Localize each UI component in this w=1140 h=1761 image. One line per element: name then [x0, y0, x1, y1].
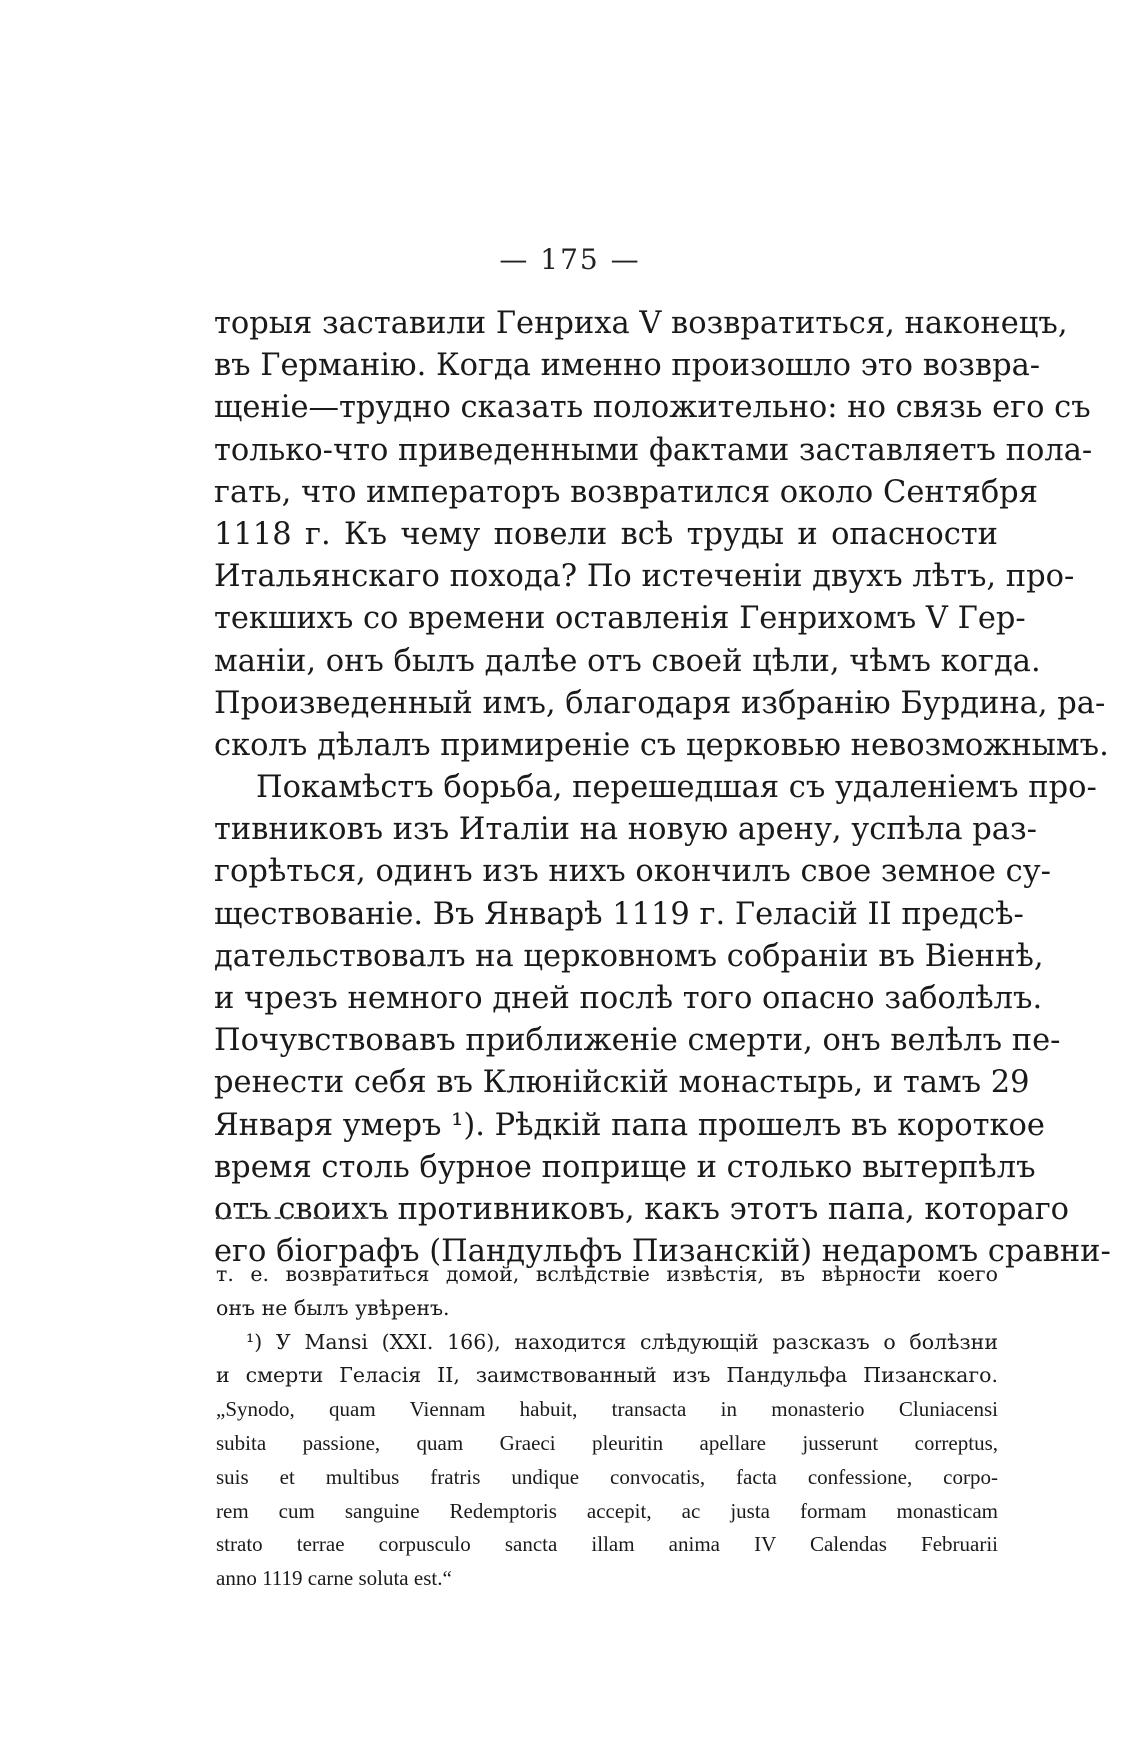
- text-line: сколъ дѣлалъ примиреніе съ церковью невозможнымъ.: [214, 727, 1109, 763]
- footnotes-block: [216, 1258, 998, 1596]
- text-line: Января умеръ ¹). Рѣдкій папа прошелъ въ короткое: [214, 1107, 1045, 1143]
- text-line: дательствовалъ на церковномъ собраніи въ Віеннѣ,: [214, 938, 1044, 974]
- page-number: — 175 —: [499, 243, 641, 276]
- main-text-block: [214, 303, 1111, 1273]
- footnote-latin-line: suis et multibus fratris undique convocatis, facta confessione, corpo-: [216, 1464, 998, 1489]
- text-line: его біографъ (Пандульфъ Пизанскій) недаромъ сравни-: [214, 1234, 1111, 1270]
- footnote-line: т. е. возвратиться домой, вслѣдствіе извѣстія, въ вѣрности коего: [216, 1262, 998, 1286]
- text-line: текшихъ со времени оставленія Генрихомъ V Гер-: [214, 601, 1026, 637]
- text-line: горѣться, одинъ изъ нихъ окончилъ свое земное су-: [214, 854, 1051, 890]
- text-line: время столь бурное поприще и столько вытерпѣлъ: [214, 1149, 1036, 1185]
- paragraph-start-line: Покамѣстъ борьба, перешедшая съ удаленіемъ про-: [256, 770, 1097, 806]
- text-line: отъ своихъ противниковъ, какъ этотъ папа, котораго: [214, 1191, 1070, 1227]
- footnote-line: и смерти Геласія II, заимствованный изъ Пандульфа Пизанскаго.: [216, 1363, 998, 1388]
- footnote-marker-line: ¹) У Mansi (XXI. 166), находится слѣдующій разсказъ о болѣзни: [246, 1329, 998, 1354]
- text-line: торыя заставили Генриха V возвратиться, наконецъ,: [214, 306, 1068, 341]
- text-line: и чрезъ немного дней послѣ того опасно заболѣлъ.: [214, 981, 1043, 1016]
- footnote-line: онъ не былъ увѣренъ.: [216, 1295, 450, 1320]
- text-line: въ Германію. Когда именно произошло это возвра-: [214, 348, 1041, 384]
- text-line: гать, что императоръ возвратился около Сентября: [214, 474, 1038, 510]
- text-line: только-что приведенными фактами заставляетъ пола-: [214, 432, 1093, 468]
- text-line: ществованіе. Въ Январѣ 1119 г. Геласій II предсѣ-: [214, 896, 1024, 932]
- footnote-latin-line: subita passione, quam Graeci pleuritin apellare jusserunt correptus,: [216, 1430, 998, 1455]
- text-line: Почувствовавъ приближеніе смерти, онъ велѣлъ пе-: [214, 1023, 1061, 1059]
- text-line: маніи, онъ былъ далѣе отъ своей цѣли, чѣмъ когда.: [214, 643, 1041, 679]
- footnote-latin-line: „Synodo, quam Viennam habuit, transacta in monasterio Cluniacensi: [216, 1397, 998, 1422]
- text-line: Произведенный имъ, благодаря избранію Бурдина, ра-: [214, 685, 1106, 721]
- text-line: ренести себя въ Клюнійскій монастырь, и тамъ 29: [214, 1065, 1030, 1101]
- text-line: тивниковъ изъ Италіи на новую арену, успѣла раз-: [214, 812, 1037, 848]
- footnote-latin-line: rem cum sanguine Redemptoris accepit, ac justa formam monasticam: [216, 1498, 998, 1523]
- text-line: Итальянскаго похода? По истеченіи двухъ лѣтъ, про-: [214, 559, 1075, 595]
- footnote-latin-line: anno 1119 carne soluta est.“: [216, 1566, 452, 1591]
- text-line: щеніе—трудно сказать положительно: но связь его съ: [214, 390, 1091, 426]
- footnote-separator: [216, 1217, 388, 1219]
- text-line: 1118 г. Къ чему повели всѣ труды и опасности: [214, 516, 998, 552]
- footnote-latin-line: strato terrae corpusculo sancta illam anima IV Calendas Februarii: [216, 1532, 998, 1557]
